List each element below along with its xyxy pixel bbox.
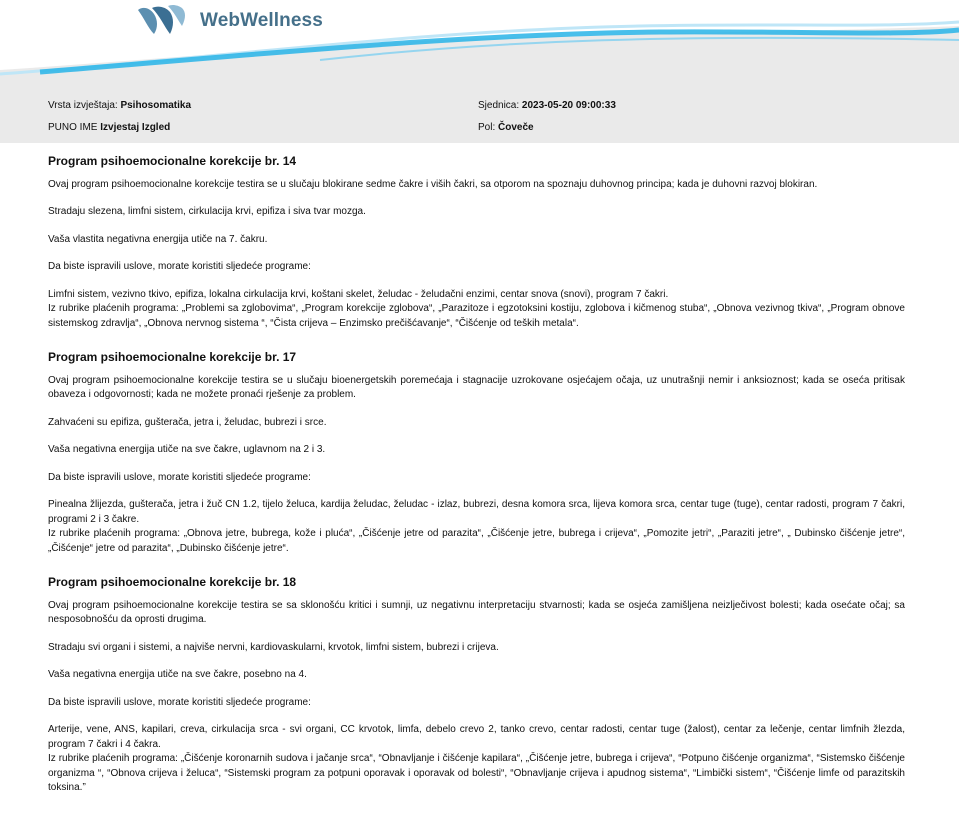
negative-energy-note: Vaša negativna energija utiče na sve čakre, posebno na 4. (48, 669, 307, 681)
affected-organs: Zahvaćeni su epifiza, gušterača, jetra i, želudac, bubrezi i srce. (48, 416, 327, 428)
gender-value: Čoveče (498, 122, 534, 133)
brand-logo (134, 4, 323, 38)
paid-programs-line: Iz rubrike plaćenih programa: „Problemi sa zglobovima“, „Program korekcije zglobova“, „Parazitoze i egzotoksini kostiju, zglobova i kičmenog stuba“, „Obnova vezivnog tkiva“, „Program obnove sistemskog zdravlja“, „Obnova nervnog sistema “, “Čista crijeva – Enzimsko prečišćavanje“, “Čišćenje od teških metala“. (48, 303, 905, 329)
negative-energy-note: Vaša negativna energija utiče na sve čakre, uglavnom na 2 i 3. (48, 444, 326, 456)
program-title: Program psihoemocionalne korekcije br. 17 (48, 350, 297, 365)
webwellness-logo-icon (134, 4, 190, 38)
report-type-label: Vrsta izvještaja: (48, 100, 118, 111)
report-header (0, 0, 959, 143)
correction-intro: Da biste ispravili uslove, morate koristiti sljedeće programe: (48, 696, 311, 708)
recommended-programs (48, 723, 905, 796)
full-name-value: Izvjestaj Izgled (100, 122, 171, 133)
recommended-programs (48, 288, 905, 332)
affected-organs: Stradaju slezena, limfni sistem, cirkulacija krvi, epifiza i siva tvar mozga. (48, 206, 366, 218)
program-title: Program psihoemocionalne korekcije br. 14 (48, 154, 297, 168)
correction-intro: Da biste ispravili uslove, morate koristiti sljedeće programe: (48, 471, 311, 483)
recommended-programs (48, 498, 905, 556)
negative-energy-note: Vaša vlastita negativna energija utiče na 7. čakru. (48, 233, 268, 245)
full-name-field (48, 121, 170, 136)
session-value: 2023-05-20 09:00:33 (521, 100, 616, 111)
session-label: Sjednica: (478, 100, 520, 111)
programs-line: Arterije, vene, ANS, kapilari, creva, cirkulacija srca - svi organi, CC krvotok, limfa, debelo crevo 2, tanko crevo, centar radosti, centar tuge (žalost), centar za lečenje, centar limfnih žlezda, program 7 čakri i 4 čakra. (48, 724, 905, 750)
report-content (48, 154, 905, 815)
programs-line: Pinealna žlijezda, gušterača, jetra i žuč CN 1.2, tijelo želuca, kardija želudac, želudac - izlaz, bubrezi, desna komora srca, lijeva komora srca, centar tuge (tuge), centar radosti, program 7 čakri, programi 2 i 3 čakre. (48, 499, 905, 525)
report-type-value: Psihosomatika (120, 100, 192, 111)
program-description: Ovaj program psihoemocionalne korekcije testira se u slučaju bioenergetskih poremećaja i stagnacije uzrokovane osjećajem očaja, uz unutrašnji nemir i anksioznost; kada se oseća pritisak obaveza i odgovornosti; kada ne možete pronaći rješenje za problem. (48, 374, 905, 401)
program-section-17 (48, 350, 905, 556)
paid-programs-line: Iz rubrike plaćenih programa: „Čišćenje koronarnih sudova i jačanje srca“, “Obnavljanje i čišćenje kapilara“, „Čišćenje jetre, bubrega i crijeva“, “Potpuno čišćenje organizma“, “Sistemsko čišćenje organizma “, “Obnova crijeva i želuca“, “Sistemski program za potpuni oporavak i oporavak od bolesti“, “Obnavljanje crijeva i apudnog sistema“, “Limbički sistem“, “Čišćenje limfe od parazitskih toksina.” (48, 753, 905, 794)
gender-field (478, 121, 534, 136)
program-section-18 (48, 575, 905, 796)
paid-programs-line: Iz rubrike plaćenih programa: „Obnova jetre, bubrega, kože i pluća“, „Čišćenje jetre od parazita“, „Čišćenje jetre, bubrega i crijeva“, „Pomozite jetri“, „Paraziti jetre“, „ Dubinsko čišćenje jetre“, „Čišćenje“ jetre od parazita“, „Dubinsko čišćenje jetre“. (48, 528, 905, 554)
session-field (478, 99, 616, 114)
programs-line: Limfni sistem, vezivno tkivo, epifiza, lokalna cirkulacija krvi, koštani skelet, želudac - želudačni enzimi, centar snova (snovi), program 7 čakri. (48, 288, 669, 300)
full-name-label: PUNO IME (48, 122, 98, 133)
program-description: Ovaj program psihoemocionalne korekcije testira se sa sklonošću kritici i sumnji, uz negativnu interpretaciju stvarnosti; kada se osjeća zamišljena neizlječivost bolesti; kada osećate očaj; sa nesposobnošću da oprosti drugima. (48, 599, 905, 626)
report-type-field (48, 99, 191, 114)
gender-label: Pol: (478, 122, 496, 133)
affected-organs: Stradaju svi organi i sistemi, a najviše nervni, kardiovaskularni, krvotok, limfni sistem, bubrezi i crijeva. (48, 641, 499, 653)
program-section-14 (48, 154, 905, 331)
program-description: Ovaj program psihoemocionalne korekcije testira se u slučaju blokirane sedme čakre i viših čakri, sa otporom na spoznaju duhovnog principa; kada je duhovni razvoj blokiran. (48, 178, 818, 190)
correction-intro: Da biste ispravili uslove, morate koristiti sljedeće programe: (48, 261, 311, 273)
brand-name: WebWellness (200, 10, 323, 32)
program-title: Program psihoemocionalne korekcije br. 18 (48, 575, 297, 590)
